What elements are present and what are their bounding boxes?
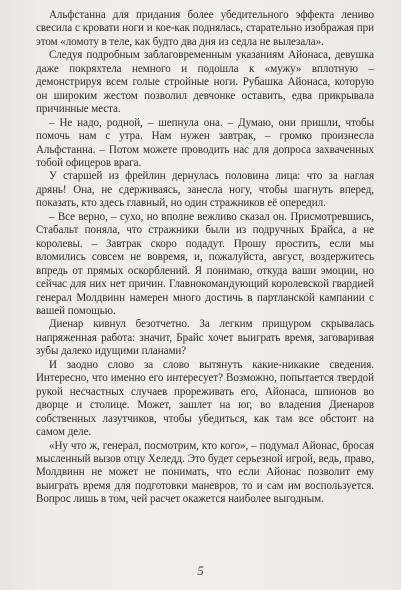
paragraph-1: Альфстанна для придания более убедительного эффекта лениво свесила с кровати ноги и кое-как поднялась, старательно изображая при этом «ломоту в теле, как будто два дня из седла не вылезала». xyxy=(36,9,374,48)
body-text xyxy=(36,9,374,507)
paragraph-5: – Все верно, – сухо, но вполне вежливо сказал он. Присмотревшись, Стабальт поняла, что стражники были из подручных Брайса, а не королевы. – Завтрак скоро подадут. Прошу простить, если мы вломились совсем не вовремя, и, пожалуйста, август, воздержитесь впредь от прямых оскорблений. Я понимаю, откуда ваши эмоции, но сейчас для них нет причин. Главнокомандующий королевской гвардией генерал Молдвинн намерен много достичь в партланской кампании с вашей помощью. xyxy=(36,210,374,317)
paragraph-6: Диенар кивнул безотчетно. За легким прищуром скрывалась напряженная работа: значит, Брайс хочет выиграть время, заговаривая зубы далеко идущими планами? xyxy=(36,318,374,358)
paragraph-2: Следуя подробным заблаговременным указаниям Айонаса, девушка даже покряхтела немного и подошла к «мужу» вплотную – демонстрируя всем голые стройные ноги. Рубашка Айонаса, которую он широким жестом позволил девчонке оставить, едва прикрывала причинные места. xyxy=(36,49,374,116)
paragraph-7: И заодно слово за слово вытянуть какие-никакие сведения. Интересно, что именно его интересует? Возможно, попытается твердой рукой несчастных случаев прореживать его, Айонаса, шпионов во дворце и столице. Может, зашлет на юг, во владения Диенаров собственных лазутчиков, чтобы убедиться, как там все обстоит на самом деле. xyxy=(36,358,374,439)
paragraph-3: – Не надо, родной, – шепнула она. – Думаю, они пришли, чтобы помочь нам с утра. Нам нужен завтрак, – громко произнесла Альфстанна. – Потом можете проводить нас для допроса захваченных тобой офицеров врага. xyxy=(36,116,374,169)
paragraph-4: У старшей из фрейлин дернулась половина лица: что за наглая дрянь! Она, не сдерживаясь, занесла ногу, чтобы шагнуть вперед, показать, кто здесь главный, но один стражников её опередил. xyxy=(36,170,374,210)
page-number: 5 xyxy=(197,563,204,578)
paragraph-8: «Ну что ж, генерал, посмотрим, кто кого», – подумал Айонас, бросая мысленный вызов отцу Хеледд. Это будет серьезной игрой, ведь, право, Молдвинн не может не понимать, что если Айонас позволит ему выиграть время для подготовки маневров, то и сам им воспользуется. Вопрос лишь в том, чей расчет окажется наиболее выгодным. xyxy=(36,439,374,506)
